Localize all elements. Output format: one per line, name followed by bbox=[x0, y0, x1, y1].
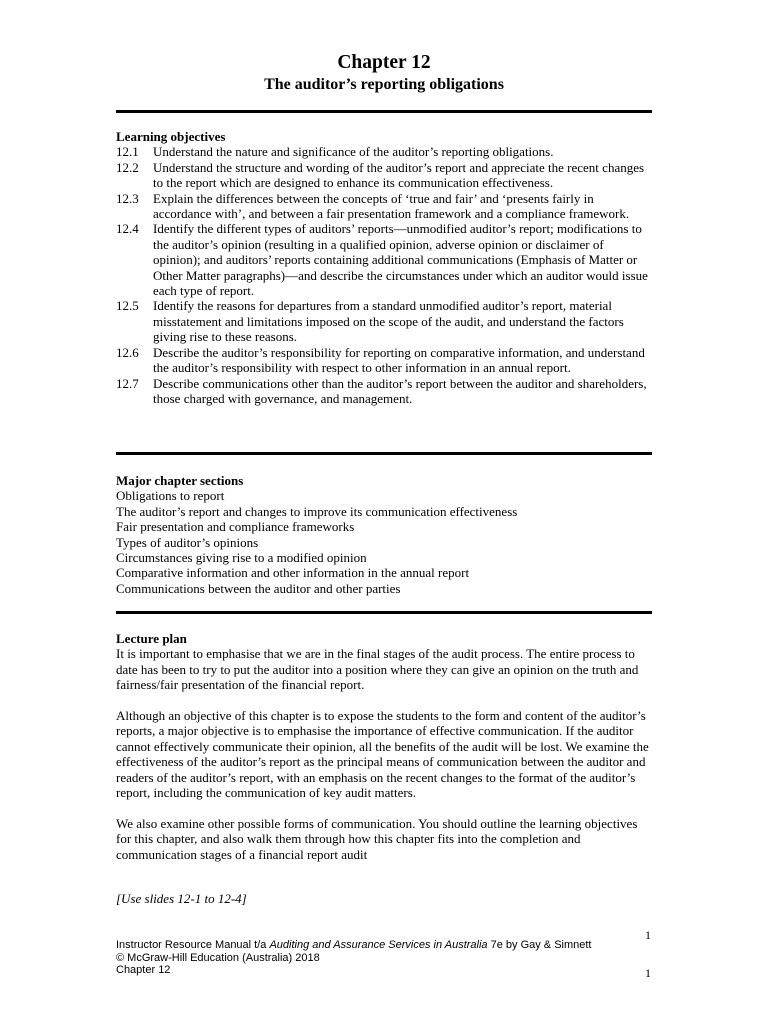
lecture-paragraph: Although an objective of this chapter is to expose the students to the form and content of the auditor’s reports, a major objective is to emphasise the importance of effective communication. If the auditor cannot effectively communicate their opinion, all the benefits of the audit will be lost. We examine the effectiveness of the auditor’s report as the principal means of communication between the auditor and readers of the auditor’s report, with an emphasis on the recent changes to the format of the auditor’s report, including the communication of key audit matters. bbox=[116, 708, 649, 801]
lecture-paragraph: We also examine other possible forms of communication. You should outline the learning objectives for this chapter, and also walk them through how this chapter fits into the completion and communication stages of a financial report audit bbox=[116, 815, 638, 862]
objective-item bbox=[116, 221, 652, 298]
objective-number: 12.2 bbox=[116, 159, 139, 175]
footer-credit-line bbox=[116, 939, 656, 952]
objective-item bbox=[116, 376, 652, 407]
section-item: Communications between the auditor and other parties bbox=[116, 580, 401, 596]
page-footer bbox=[116, 939, 656, 977]
lecture-plan-heading: Lecture plan bbox=[116, 631, 187, 646]
objective-item bbox=[116, 298, 652, 344]
section-item: The auditor’s report and changes to improve its communication effectiveness bbox=[116, 503, 518, 519]
divider-rule bbox=[116, 110, 652, 113]
objective-text: Identify the different types of auditors’ reports—unmodified auditor’s report; modifications to the auditor’s opinion (resulting in a qualified opinion, adverse opinion or disclaimer of opinion); and auditors’ reports containing additional communications (Emphasis of Matter or Other Matter paragraphs)—and describe the circumstances under which an auditor would issue each type of report. bbox=[153, 221, 648, 299]
objective-number: 12.7 bbox=[116, 375, 139, 391]
lecture-plan-section bbox=[116, 631, 652, 862]
objectives-list bbox=[116, 144, 652, 406]
sections-list bbox=[116, 488, 652, 596]
objective-text: Understand the structure and wording of the auditor’s report and appreciate the recent changes to the report which are designed to enhance its communication effectiveness. bbox=[153, 159, 645, 191]
objective-text: Describe the auditor’s responsibility for reporting on comparative information, and understand the auditor’s responsibility with respect to other information in an annual report. bbox=[153, 344, 645, 376]
section-item: Types of auditor’s opinions bbox=[116, 534, 259, 550]
section-item: Fair presentation and compliance frameworks bbox=[116, 519, 355, 535]
page-number: 1 bbox=[645, 928, 651, 942]
objective-item bbox=[116, 144, 652, 159]
major-sections-heading: Major chapter sections bbox=[116, 473, 244, 488]
objective-number: 12.5 bbox=[116, 298, 139, 314]
objective-number: 12.3 bbox=[116, 190, 139, 206]
footer-suffix: 7e by Gay & Simnett bbox=[487, 939, 592, 951]
objective-text: Understand the nature and significance of the auditor’s reporting obligations. bbox=[153, 144, 554, 160]
objective-text: Explain the differences between the concepts of ‘true and fair’ and ‘presents fairly in accordance with’, and between a fair presentation framework and a compliance framework. bbox=[153, 190, 630, 222]
objective-number: 12.6 bbox=[116, 344, 139, 360]
page-number: 1 bbox=[645, 966, 651, 980]
learning-objectives-heading: Learning objectives bbox=[116, 129, 226, 144]
objective-item bbox=[116, 160, 652, 191]
footer-chapter-label: Chapter 12 bbox=[116, 964, 171, 976]
section-item: Comparative information and other information in the annual report bbox=[116, 565, 470, 581]
section-item: Obligations to report bbox=[116, 488, 225, 504]
objective-text: Identify the reasons for departures from a standard unmodified auditor’s report, material misstatement and limitations imposed on the scope of the audit, and understand the factors giving rise to these reasons. bbox=[153, 298, 624, 345]
footer-prefix: Instructor Resource Manual t/a bbox=[116, 939, 270, 951]
footer-book-title: Auditing and Assurance Services in Australia bbox=[269, 939, 488, 951]
section-item: Circumstances giving rise to a modified opinion bbox=[116, 550, 367, 566]
lecture-paragraph: It is important to emphasise that we are in the final stages of the audit process. The entire process to date has been to try to put the auditor into a position where they can give an opinion on the truth and fairness/fair presentation of the financial report. bbox=[116, 646, 639, 693]
major-sections-section bbox=[116, 473, 652, 596]
objective-number: 12.1 bbox=[116, 144, 139, 160]
divider-rule bbox=[116, 611, 652, 614]
slides-note: [Use slides 12-1 to 12-4] bbox=[116, 891, 247, 906]
chapter-number: Chapter 12 bbox=[337, 52, 431, 73]
footer-copyright: © McGraw-Hill Education (Australia) 2018 bbox=[116, 951, 320, 964]
objective-item bbox=[116, 345, 652, 376]
objective-item bbox=[116, 191, 652, 222]
objective-text: Describe communications other than the auditor’s report between the auditor and shareholders, those charged with governance, and management. bbox=[153, 375, 647, 406]
lecture-paragraphs bbox=[116, 646, 652, 862]
learning-objectives-section bbox=[116, 129, 652, 406]
objective-number: 12.4 bbox=[116, 221, 139, 237]
chapter-title: The auditor’s reporting obligations bbox=[264, 76, 504, 93]
divider-rule bbox=[116, 452, 652, 455]
